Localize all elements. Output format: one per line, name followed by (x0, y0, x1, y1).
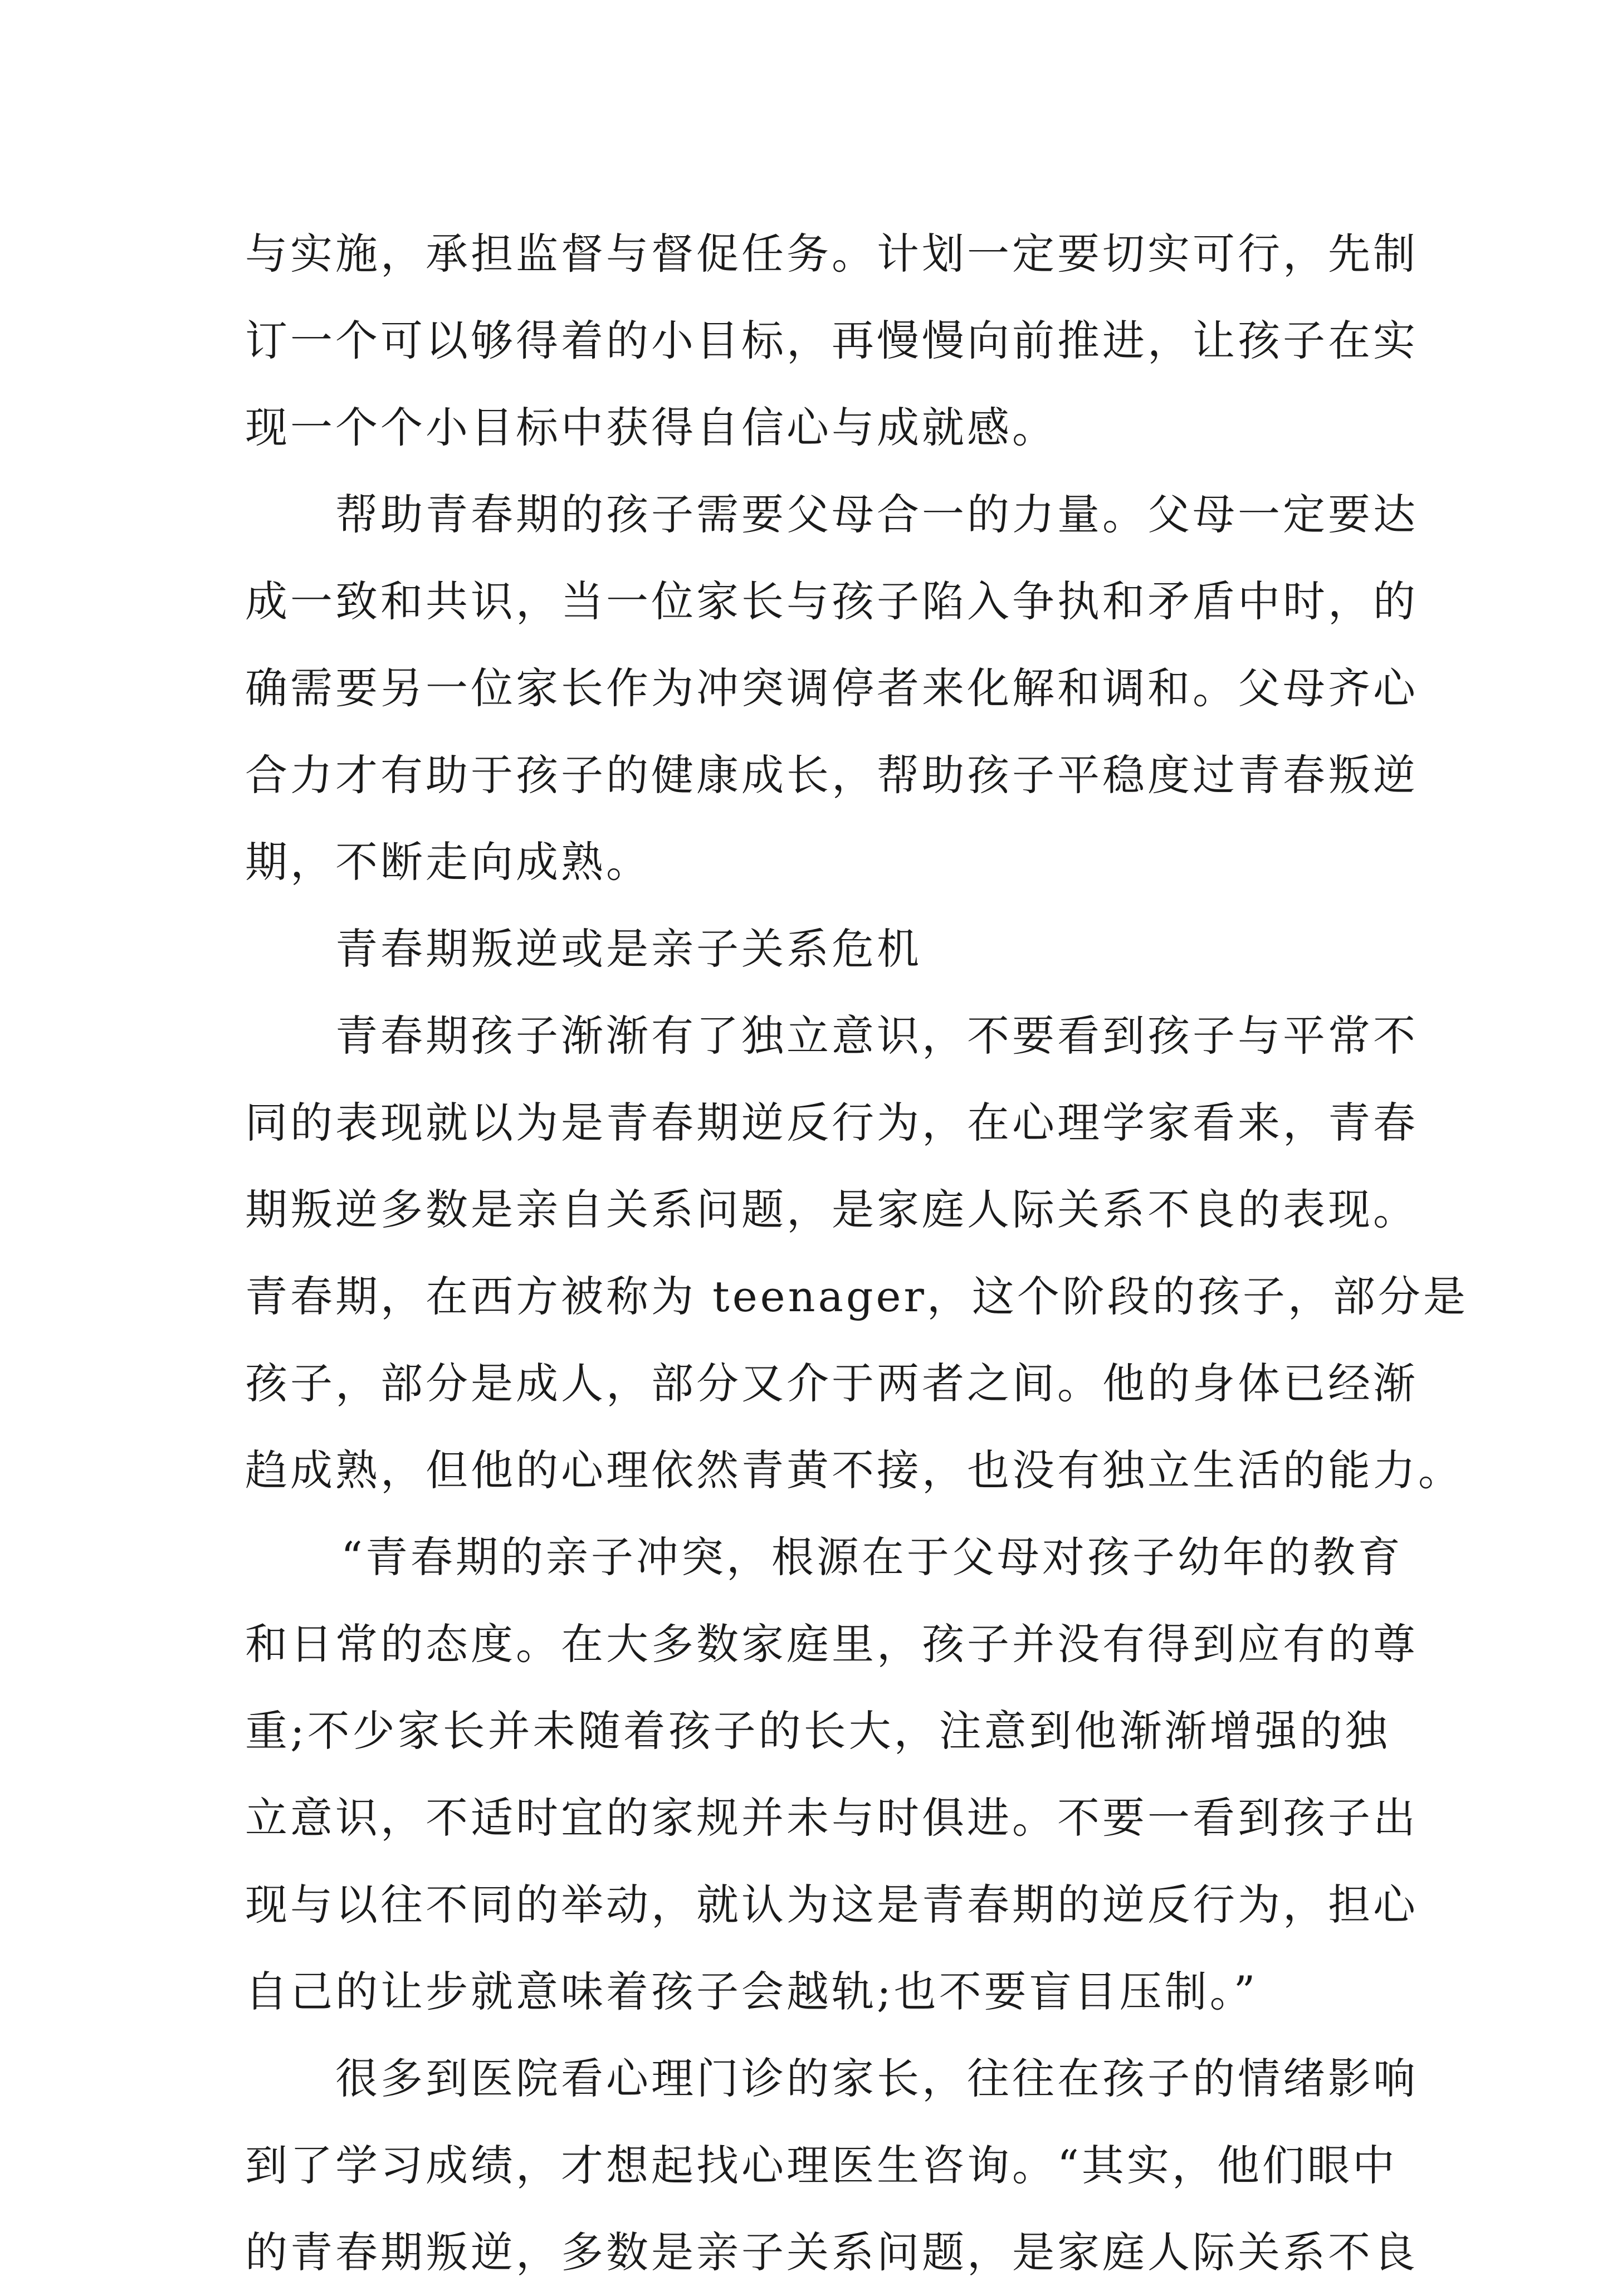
text-line: 现一个个小目标中获得自信心与成就感。 (245, 403, 1057, 452)
text-line: 确需要另一位家长作为冲突调停者来化解和调和。父母齐心 (245, 663, 1418, 713)
text-line: 同的表现就以为是青春期逆反行为，在心理学家看来，青春 (245, 1098, 1418, 1147)
text-line: 孩子，部分是成人，部分又介于两者之间。他的身体已经渐 (245, 1359, 1418, 1408)
section-heading: 青春期叛逆或是亲子关系危机 (335, 924, 922, 974)
paragraph-first-line: 帮助青春期的孩子需要父母合一的力量。父母一定要达 (335, 490, 1418, 539)
body-text (245, 211, 1468, 2296)
paragraph-first-line: 青春期孩子渐渐有了独立意识，不要看到孩子与平常不 (335, 1011, 1418, 1061)
text-line: 与实施，承担监督与督促任务。计划一定要切实可行，先制 (245, 229, 1418, 279)
text-line: 合力才有助于孩子的健康成长，帮助孩子平稳度过青春叛逆 (245, 750, 1418, 800)
text-line: 订一个可以够得着的小目标，再慢慢向前推进，让孩子在实 (245, 316, 1418, 365)
text-line: 期叛逆多数是亲自关系问题，是家庭人际关系不良的表现。 (245, 1185, 1418, 1234)
text-line: 重;不少家长并未随着孩子的长大，注意到他渐渐增强的独 (245, 1706, 1390, 1756)
text-line: 自己的让步就意味着孩子会越轨;也不要盲目压制。” (245, 1967, 1258, 2016)
text-line: 趋成熟，但他的心理依然青黄不接，也没有独立生活的能力。 (245, 1445, 1463, 1495)
paragraph-first-line: 很多到医院看心理门诊的家长，往往在孩子的情绪影响 (335, 2054, 1418, 2103)
text-line: 立意识，不适时宜的家规并未与时俱进。不要一看到孩子出 (245, 1793, 1418, 1843)
text-line: 成一致和共识，当一位家长与孩子陷入争执和矛盾中时，的 (245, 577, 1418, 626)
quote-first-line: “青春期的亲子冲突，根源在于父母对孩子幼年的教育 (341, 1532, 1403, 1582)
text-line: 的青春期叛逆，多数是亲子关系问题，是家庭人际关系不良 (245, 2227, 1418, 2277)
text-line: 到了学习成绩，才想起找心理医生咨询。“其实，他们眼中 (245, 2141, 1398, 2190)
text-line: 现与以往不同的举动，就认为这是青春期的逆反行为，担心 (245, 1880, 1418, 1929)
text-line: 青春期，在西方被称为 teenager，这个阶段的孩子，部分是 (245, 1272, 1468, 1321)
text-line: 和日常的态度。在大多数家庭里，孩子并没有得到应有的尊 (245, 1619, 1418, 1669)
text-line: 期，不断走向成熟。 (245, 837, 651, 887)
